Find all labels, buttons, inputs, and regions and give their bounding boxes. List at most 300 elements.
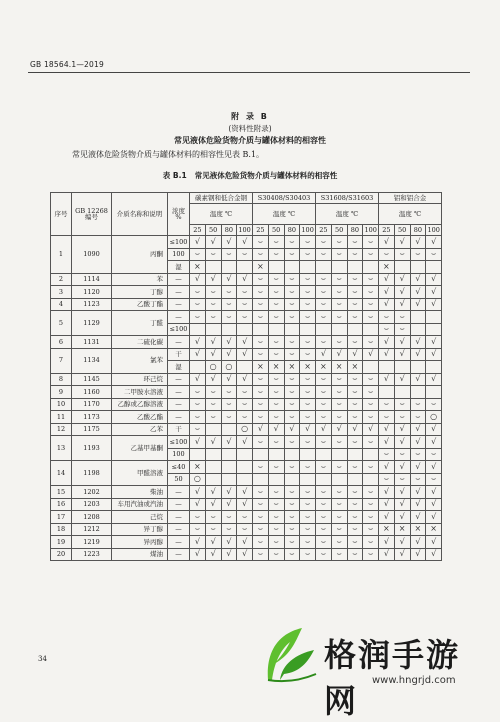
cell-concentration: —	[168, 411, 190, 424]
cell-compatibility-mark: ⌣	[300, 461, 316, 474]
cell-compatibility-mark	[284, 323, 300, 336]
cell-compatibility-mark: ⌣	[300, 523, 316, 536]
cell-compatibility-mark: ⌣	[347, 286, 363, 299]
cell-compatibility-mark: ⌣	[426, 398, 442, 411]
cell-compatibility-mark: ⌣	[268, 248, 284, 261]
cell-compatibility-mark: ⌣	[379, 248, 395, 261]
cell-compatibility-mark	[221, 423, 237, 436]
cell-compatibility-mark: ×	[426, 523, 442, 536]
cell-compatibility-mark: ⌣	[268, 523, 284, 536]
cell-compatibility-mark: √	[205, 536, 221, 549]
cell-compatibility-mark: ⌣	[316, 273, 332, 286]
cell-compatibility-mark: ⌣	[331, 461, 347, 474]
table-row	[51, 436, 442, 449]
header-temp-80: 80	[221, 225, 237, 236]
cell-compatibility-mark: √	[379, 273, 395, 286]
cell-compatibility-mark: √	[426, 236, 442, 249]
cell-compatibility-mark: ○	[205, 361, 221, 374]
cell-gb-number: 1208	[72, 511, 112, 524]
header-temp-50: 50	[205, 225, 221, 236]
cell-compatibility-mark: ⌣	[300, 236, 316, 249]
cell-compatibility-mark: ⌣	[284, 398, 300, 411]
table-caption	[0, 170, 500, 181]
cell-compatibility-mark: √	[426, 536, 442, 549]
cell-medium-name: 己烷	[112, 511, 168, 524]
cell-compatibility-mark: √	[190, 273, 206, 286]
cell-compatibility-mark: ×	[394, 523, 410, 536]
cell-compatibility-mark: √	[221, 348, 237, 361]
cell-compatibility-mark	[205, 473, 221, 486]
cell-compatibility-mark: √	[410, 298, 426, 311]
cell-compatibility-mark: ⌣	[363, 286, 379, 299]
cell-compatibility-mark	[253, 323, 269, 336]
cell-compatibility-mark: √	[363, 348, 379, 361]
table-row	[51, 523, 442, 536]
cell-compatibility-mark: ⌣	[347, 273, 363, 286]
cell-compatibility-mark	[205, 461, 221, 474]
cell-concentration: ≤40	[168, 461, 190, 474]
cell-compatibility-mark: √	[221, 536, 237, 549]
cell-compatibility-mark: √	[394, 236, 410, 249]
cell-compatibility-mark: ⌣	[316, 373, 332, 386]
watermark-logo-icon	[262, 624, 318, 684]
cell-compatibility-mark: √	[205, 236, 221, 249]
cell-compatibility-mark	[284, 473, 300, 486]
header-rule	[28, 72, 470, 73]
cell-concentration: —	[168, 286, 190, 299]
header-temp-80: 80	[347, 225, 363, 236]
cell-compatibility-mark: ⌣	[363, 373, 379, 386]
cell-medium-name: 甲醛溶液	[112, 461, 168, 486]
cell-compatibility-mark: ⌣	[331, 536, 347, 549]
cell-compatibility-mark: ⌣	[284, 461, 300, 474]
cell-compatibility-mark: √	[379, 461, 395, 474]
cell-gb-number: 1090	[72, 236, 112, 274]
cell-compatibility-mark: √	[190, 373, 206, 386]
cell-compatibility-mark: ⌣	[331, 298, 347, 311]
cell-compatibility-mark: ⌣	[363, 548, 379, 561]
cell-compatibility-mark: ○	[237, 423, 253, 436]
cell-concentration: 干	[168, 423, 190, 436]
cell-compatibility-mark	[426, 311, 442, 324]
cell-compatibility-mark: ⌣	[316, 436, 332, 449]
cell-compatibility-mark: √	[190, 348, 206, 361]
header-medium-name: 介质名称和说明	[112, 193, 168, 236]
cell-compatibility-mark: ⌣	[253, 336, 269, 349]
cell-compatibility-mark: ⌣	[426, 473, 442, 486]
cell-compatibility-mark: ×	[331, 361, 347, 374]
cell-compatibility-mark: √	[426, 511, 442, 524]
header-group-aluminium: 铝和铝合金	[379, 193, 442, 204]
cell-compatibility-mark: √	[237, 336, 253, 349]
cell-compatibility-mark: ⌣	[347, 373, 363, 386]
cell-compatibility-mark: ⌣	[316, 386, 332, 399]
cell-seq: 3	[51, 286, 72, 299]
watermark	[262, 624, 492, 720]
cell-compatibility-mark: √	[379, 336, 395, 349]
cell-compatibility-mark: ○	[221, 361, 237, 374]
cell-concentration: —	[168, 536, 190, 549]
cell-compatibility-mark: ⌣	[253, 461, 269, 474]
cell-compatibility-mark: ⌣	[331, 273, 347, 286]
cell-compatibility-mark: ⌣	[205, 386, 221, 399]
cell-compatibility-mark: √	[410, 423, 426, 436]
cell-compatibility-mark: √	[394, 498, 410, 511]
cell-compatibility-mark	[237, 361, 253, 374]
cell-compatibility-mark: √	[394, 373, 410, 386]
cell-medium-name: 二甲胺水溶液	[112, 386, 168, 399]
cell-compatibility-mark: ×	[253, 261, 269, 274]
cell-compatibility-mark: ⌣	[363, 486, 379, 499]
cell-compatibility-mark: ⌣	[237, 411, 253, 424]
page-number: 34	[38, 655, 47, 663]
table-row	[51, 373, 442, 386]
cell-compatibility-mark: ×	[253, 361, 269, 374]
cell-compatibility-mark: ⌣	[394, 311, 410, 324]
cell-compatibility-mark: ⌣	[190, 386, 206, 399]
cell-compatibility-mark: ⌣	[316, 311, 332, 324]
table-row	[51, 286, 442, 299]
cell-compatibility-mark: ⌣	[221, 398, 237, 411]
cell-compatibility-mark: ⌣	[268, 548, 284, 561]
cell-compatibility-mark: ⌣	[253, 536, 269, 549]
cell-compatibility-mark: ⌣	[331, 286, 347, 299]
cell-compatibility-mark: ×	[379, 261, 395, 274]
cell-medium-name: 氯苯	[112, 348, 168, 373]
cell-compatibility-mark: √	[379, 348, 395, 361]
cell-concentration: 湿	[168, 261, 190, 274]
cell-compatibility-mark: √	[410, 273, 426, 286]
cell-compatibility-mark	[394, 386, 410, 399]
cell-compatibility-mark: ⌣	[331, 436, 347, 449]
cell-compatibility-mark: ⌣	[363, 298, 379, 311]
cell-concentration: —	[168, 386, 190, 399]
table-row	[51, 298, 442, 311]
cell-compatibility-mark	[363, 323, 379, 336]
cell-compatibility-mark: ⌣	[268, 336, 284, 349]
cell-concentration: —	[168, 498, 190, 511]
cell-compatibility-mark: ⌣	[205, 523, 221, 536]
cell-medium-name: 乙酸乙酯	[112, 411, 168, 424]
cell-compatibility-mark: ×	[190, 461, 206, 474]
cell-compatibility-mark: ⌣	[300, 436, 316, 449]
cell-gb-number: 1212	[72, 523, 112, 536]
cell-compatibility-mark: ×	[268, 361, 284, 374]
cell-compatibility-mark: ⌣	[347, 336, 363, 349]
cell-compatibility-mark: ⌣	[300, 373, 316, 386]
cell-compatibility-mark: ⌣	[268, 273, 284, 286]
cell-compatibility-mark: √	[331, 348, 347, 361]
cell-compatibility-mark: ⌣	[410, 398, 426, 411]
cell-seq: 11	[51, 411, 72, 424]
cell-compatibility-mark	[316, 473, 332, 486]
cell-compatibility-mark: √	[410, 498, 426, 511]
cell-compatibility-mark: ⌣	[316, 336, 332, 349]
cell-compatibility-mark	[363, 448, 379, 461]
appendix-subject: 常见液体危险货物介质与罐体材料的相容性	[174, 136, 326, 145]
cell-compatibility-mark	[426, 361, 442, 374]
cell-compatibility-mark	[300, 448, 316, 461]
cell-compatibility-mark: ⌣	[363, 523, 379, 536]
cell-compatibility-mark: ⌣	[394, 398, 410, 411]
cell-compatibility-mark: ⌣	[316, 536, 332, 549]
cell-compatibility-mark: √	[379, 298, 395, 311]
table-row	[51, 498, 442, 511]
cell-seq: 5	[51, 311, 72, 336]
header-temp-50: 50	[394, 225, 410, 236]
cell-compatibility-mark: ⌣	[190, 511, 206, 524]
cell-compatibility-mark: √	[410, 461, 426, 474]
cell-compatibility-mark: √	[426, 486, 442, 499]
cell-compatibility-mark: √	[379, 286, 395, 299]
cell-compatibility-mark: √	[394, 336, 410, 349]
cell-seq: 12	[51, 423, 72, 436]
header-temp-100: 100	[427, 225, 440, 234]
cell-compatibility-mark: ⌣	[190, 311, 206, 324]
cell-compatibility-mark: ⌣	[347, 311, 363, 324]
cell-medium-name: 异丁醇	[112, 523, 168, 536]
cell-concentration: —	[168, 486, 190, 499]
header-group-carbon-steel: 碳素钢和低合金钢	[190, 193, 253, 204]
cell-compatibility-mark: ⌣	[253, 298, 269, 311]
cell-compatibility-mark: ⌣	[237, 311, 253, 324]
table-row	[51, 386, 442, 399]
cell-compatibility-mark: √	[205, 436, 221, 449]
cell-compatibility-mark: √	[394, 423, 410, 436]
cell-compatibility-mark: ×	[347, 361, 363, 374]
cell-compatibility-mark	[410, 386, 426, 399]
cell-compatibility-mark: √	[190, 548, 206, 561]
cell-compatibility-mark: √	[410, 286, 426, 299]
cell-compatibility-mark: ⌣	[221, 248, 237, 261]
cell-compatibility-mark: ⌣	[347, 498, 363, 511]
cell-compatibility-mark	[347, 261, 363, 274]
watermark-brand: 格润手游网	[324, 636, 461, 720]
cell-compatibility-mark: ⌣	[394, 448, 410, 461]
cell-compatibility-mark: ⌣	[253, 248, 269, 261]
cell-concentration: —	[168, 373, 190, 386]
cell-compatibility-mark	[221, 448, 237, 461]
cell-compatibility-mark: ⌣	[363, 536, 379, 549]
cell-compatibility-mark: ⌣	[331, 373, 347, 386]
cell-gb-number: 1131	[72, 336, 112, 349]
cell-compatibility-mark: √	[426, 498, 442, 511]
cell-compatibility-mark: ⌣	[347, 248, 363, 261]
cell-compatibility-mark: √	[394, 273, 410, 286]
cell-compatibility-mark: ⌣	[237, 248, 253, 261]
cell-compatibility-mark: ⌣	[190, 298, 206, 311]
cell-compatibility-mark: ⌣	[284, 248, 300, 261]
cell-compatibility-mark: ○	[426, 411, 442, 424]
cell-compatibility-mark: ⌣	[253, 236, 269, 249]
cell-gb-number: 1114	[72, 273, 112, 286]
cell-compatibility-mark: √	[426, 461, 442, 474]
cell-compatibility-mark: √	[221, 373, 237, 386]
cell-compatibility-mark: ⌣	[300, 536, 316, 549]
cell-compatibility-mark: ⌣	[410, 448, 426, 461]
cell-compatibility-mark: √	[379, 373, 395, 386]
cell-compatibility-mark: ⌣	[221, 298, 237, 311]
cell-compatibility-mark	[379, 361, 395, 374]
cell-compatibility-mark	[237, 461, 253, 474]
cell-compatibility-mark: ⌣	[237, 286, 253, 299]
cell-medium-name: 煤油	[112, 548, 168, 561]
cell-compatibility-mark: √	[394, 298, 410, 311]
cell-compatibility-mark: ⌣	[268, 536, 284, 549]
cell-compatibility-mark: ⌣	[300, 286, 316, 299]
cell-compatibility-mark	[426, 386, 442, 399]
cell-compatibility-mark	[300, 323, 316, 336]
cell-compatibility-mark: ⌣	[268, 436, 284, 449]
cell-compatibility-mark: ⌣	[237, 511, 253, 524]
cell-compatibility-mark: ⌣	[190, 286, 206, 299]
cell-compatibility-mark: ⌣	[190, 248, 206, 261]
cell-compatibility-mark: ⌣	[205, 511, 221, 524]
cell-compatibility-mark	[237, 323, 253, 336]
header-temp-25: 25	[253, 225, 269, 236]
cell-concentration: ≤100	[168, 236, 190, 249]
cell-concentration: 干	[168, 348, 190, 361]
header-temp-50: 50	[268, 225, 284, 236]
cell-compatibility-mark: ⌣	[394, 473, 410, 486]
cell-concentration: —	[168, 298, 190, 311]
cell-compatibility-mark	[316, 448, 332, 461]
cell-seq: 16	[51, 498, 72, 511]
table-row	[51, 536, 442, 549]
cell-compatibility-mark: ⌣	[363, 411, 379, 424]
cell-gb-number: 1173	[72, 411, 112, 424]
cell-compatibility-mark: ⌣	[253, 348, 269, 361]
cell-compatibility-mark: ⌣	[190, 398, 206, 411]
cell-compatibility-mark	[190, 448, 206, 461]
cell-compatibility-mark: ⌣	[237, 523, 253, 536]
appendix-title: 附 录 B	[231, 112, 269, 121]
cell-compatibility-mark: ⌣	[363, 248, 379, 261]
cell-compatibility-mark: ⌣	[284, 348, 300, 361]
cell-compatibility-mark: √	[394, 286, 410, 299]
cell-compatibility-mark: ⌣	[300, 298, 316, 311]
cell-medium-name: 车用汽油或汽油	[112, 498, 168, 511]
cell-compatibility-mark: ⌣	[300, 398, 316, 411]
table-row	[51, 236, 442, 249]
cell-compatibility-mark: ⌣	[316, 548, 332, 561]
cell-compatibility-mark: ⌣	[268, 498, 284, 511]
table-row	[51, 486, 442, 499]
cell-gb-number: 1123	[72, 298, 112, 311]
cell-compatibility-mark: ⌣	[316, 511, 332, 524]
cell-seq: 8	[51, 373, 72, 386]
cell-compatibility-mark	[284, 448, 300, 461]
cell-compatibility-mark: √	[237, 436, 253, 449]
cell-seq: 15	[51, 486, 72, 499]
cell-compatibility-mark: ⌣	[237, 386, 253, 399]
cell-concentration: —	[168, 398, 190, 411]
cell-compatibility-mark: ⌣	[347, 436, 363, 449]
table-row	[51, 273, 442, 286]
cell-concentration: 50	[168, 473, 190, 486]
cell-compatibility-mark: √	[363, 423, 379, 436]
cell-compatibility-mark	[331, 323, 347, 336]
cell-compatibility-mark: √	[300, 423, 316, 436]
cell-compatibility-mark: ⌣	[253, 411, 269, 424]
cell-compatibility-mark	[347, 473, 363, 486]
cell-compatibility-mark: ⌣	[379, 448, 395, 461]
cell-gb-number: 1203	[72, 498, 112, 511]
cell-compatibility-mark: ⌣	[379, 473, 395, 486]
cell-compatibility-mark: ⌣	[331, 486, 347, 499]
cell-compatibility-mark: ⌣	[300, 273, 316, 286]
cell-compatibility-mark: ⌣	[237, 298, 253, 311]
cell-compatibility-mark	[221, 473, 237, 486]
cell-compatibility-mark: ⌣	[316, 248, 332, 261]
table-title: 常见液体危险货物介质与罐体材料的相容性	[194, 171, 338, 180]
cell-compatibility-mark: ⌣	[205, 311, 221, 324]
cell-gb-number: 1219	[72, 536, 112, 549]
cell-compatibility-mark: √	[221, 486, 237, 499]
cell-compatibility-mark: ⌣	[347, 411, 363, 424]
cell-compatibility-mark: √	[190, 236, 206, 249]
header-temp-100: 100	[238, 225, 251, 234]
cell-compatibility-mark: ⌣	[221, 511, 237, 524]
header-temp-100: 100	[301, 225, 314, 234]
cell-compatibility-mark	[426, 261, 442, 274]
cell-compatibility-mark	[268, 448, 284, 461]
cell-compatibility-mark: ×	[284, 361, 300, 374]
cell-compatibility-mark: √	[205, 498, 221, 511]
cell-compatibility-mark: ⌣	[300, 498, 316, 511]
cell-compatibility-mark: ⌣	[316, 411, 332, 424]
cell-gb-number: 1170	[72, 398, 112, 411]
cell-compatibility-mark: ⌣	[300, 311, 316, 324]
cell-compatibility-mark: √	[394, 511, 410, 524]
cell-compatibility-mark: ⌣	[331, 523, 347, 536]
cell-compatibility-mark: ⌣	[253, 373, 269, 386]
cell-compatibility-mark	[363, 361, 379, 374]
cell-compatibility-mark: ⌣	[300, 248, 316, 261]
cell-compatibility-mark: √	[205, 348, 221, 361]
cell-compatibility-mark	[253, 448, 269, 461]
cell-compatibility-mark: √	[237, 498, 253, 511]
cell-compatibility-mark	[316, 323, 332, 336]
cell-compatibility-mark: √	[253, 423, 269, 436]
cell-compatibility-mark: ⌣	[347, 511, 363, 524]
cell-compatibility-mark: ⌣	[284, 273, 300, 286]
cell-compatibility-mark: √	[426, 286, 442, 299]
cell-compatibility-mark: √	[221, 236, 237, 249]
cell-compatibility-mark	[394, 261, 410, 274]
cell-compatibility-mark: ⌣	[190, 423, 206, 436]
appendix-type: (资料性附录)	[228, 124, 272, 133]
cell-compatibility-mark: √	[379, 423, 395, 436]
cell-compatibility-mark: √	[410, 536, 426, 549]
cell-compatibility-mark: ⌣	[205, 298, 221, 311]
cell-seq: 17	[51, 511, 72, 524]
cell-compatibility-mark	[410, 261, 426, 274]
cell-compatibility-mark: √	[379, 498, 395, 511]
cell-compatibility-mark: ⌣	[284, 373, 300, 386]
cell-compatibility-mark: √	[426, 436, 442, 449]
cell-compatibility-mark	[253, 473, 269, 486]
cell-compatibility-mark: ⌣	[253, 511, 269, 524]
cell-compatibility-mark: √	[190, 536, 206, 549]
cell-compatibility-mark: ⌣	[394, 323, 410, 336]
cell-compatibility-mark: ⌣	[331, 411, 347, 424]
cell-compatibility-mark: √	[347, 423, 363, 436]
cell-compatibility-mark: ⌣	[316, 298, 332, 311]
cell-compatibility-mark	[205, 323, 221, 336]
header-temp-100: 100	[364, 225, 377, 234]
cell-concentration: 100	[168, 448, 190, 461]
